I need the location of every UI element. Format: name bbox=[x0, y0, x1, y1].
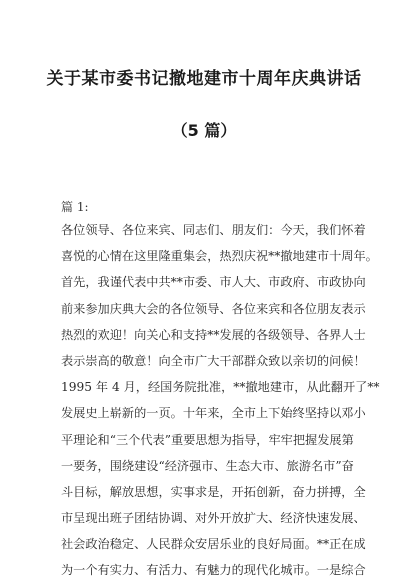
text-line: 平理论和“三个代表”重要思想为指导，牢牢把握发展第 bbox=[61, 432, 354, 447]
text-line: 1995 年 4 月，经国务院批准，**撤地建市，从此翻开了** bbox=[61, 380, 380, 395]
text-line: 各位领导、各位来宾、同志们、朋友们：今天，我们怀着 bbox=[61, 223, 366, 237]
document-subtitle: （5 篇） bbox=[171, 121, 237, 140]
section-label: 篇 1: bbox=[61, 200, 89, 214]
text-line: 斗目标，解放思想，实事求是，开拓创新，奋力拼搏，全 bbox=[61, 484, 366, 499]
text-line: 喜悦的心情在这里隆重集会，热烈庆祝**撤地建市十周年。 bbox=[61, 249, 378, 264]
text-line: 为一个有实力、有活力、有魅力的现代化城市。一是综合 bbox=[61, 563, 366, 578]
document-title: 关于某市委书记撤地建市十周年庆典讲话 bbox=[46, 69, 362, 89]
text-line: 一要务，围绕建设“经济强市、生态大市、旅游名市”奋 bbox=[61, 458, 354, 473]
text-line: 热烈的欢迎！向关心和支持**发展的各级领导、各界人士 bbox=[61, 327, 366, 342]
text-line: 发展史上崭新的一页。十年来，全市上下始终坚持以邓小 bbox=[61, 406, 366, 421]
text-line: 市呈现出班子团结协调、对外开放扩大、经济快速发展、 bbox=[61, 511, 366, 526]
text-line: 前来参加庆典大会的各位领导、各位来宾和各位朋友表示 bbox=[61, 301, 366, 316]
text-line: 首先，我谨代表中共**市委、市人大、市政府、市政协向 bbox=[61, 275, 366, 290]
text-line: 表示崇高的敬意！向全市广大干部群众致以亲切的问候！ bbox=[61, 353, 366, 368]
text-line: 社会政治稳定、人民群众安居乐业的良好局面。**正在成 bbox=[61, 537, 366, 552]
body-text bbox=[61, 217, 380, 584]
